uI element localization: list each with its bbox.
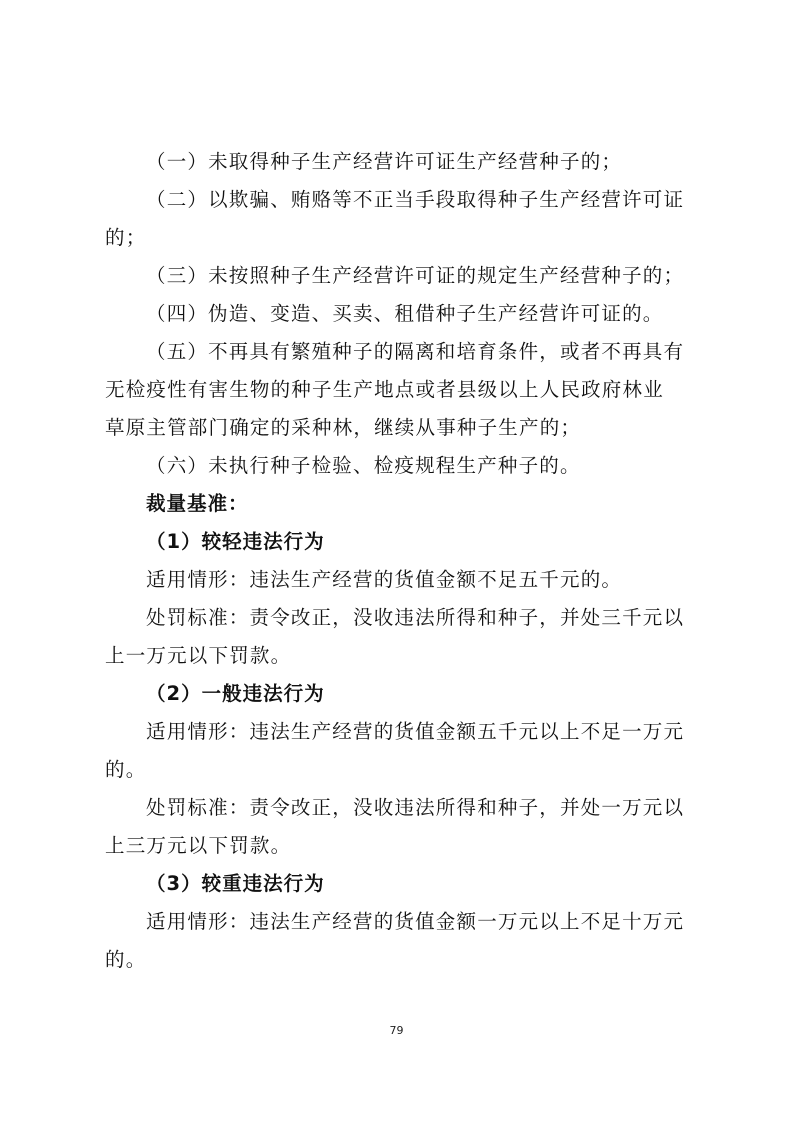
level2-heading: （2）一般违法行为 xyxy=(146,682,325,705)
level2-situation-continued: 的。 xyxy=(105,758,147,781)
paragraph-item-2-continued: 的； xyxy=(105,226,147,249)
paragraph-item-5: （五）不再具有繁殖种子的隔离和培育条件，或者不再具有 xyxy=(146,340,685,363)
paragraph-item-2: （二）以欺骗、贿赂等不正当手段取得种子生产经营许可证 xyxy=(146,188,685,211)
level2-penalty: 处罚标准：责令改正，没收违法所得和种子，并处一万元以 xyxy=(146,796,685,819)
level1-penalty: 处罚标准：责令改正，没收违法所得和种子，并处三千元以 xyxy=(146,606,685,629)
level3-situation-continued: 的。 xyxy=(105,948,147,971)
paragraph-item-4: （四）伪造、变造、买卖、租借种子生产经营许可证的。 xyxy=(146,302,664,325)
paragraph-item-1: （一）未取得种子生产经营许可证生产经营种子的； xyxy=(146,150,623,173)
paragraph-item-3: （三）未按照种子生产经营许可证的规定生产经营种子的； xyxy=(146,264,685,287)
standard-heading: 裁量基准： xyxy=(146,492,249,515)
paragraph-item-5-continued-2: 草原主管部门确定的采种林，继续从事种子生产的； xyxy=(105,416,582,439)
level2-situation: 适用情形：违法生产经营的货值金额五千元以上不足一万元 xyxy=(146,720,685,743)
paragraph-item-5-continued-1: 无检疫性有害生物的种子生产地点或者县级以上人民政府林业 xyxy=(105,378,664,401)
level3-situation: 适用情形：违法生产经营的货值金额一万元以上不足十万元 xyxy=(146,910,685,933)
page-number: 79 xyxy=(389,1024,404,1037)
level1-situation: 适用情形：违法生产经营的货值金额不足五千元的。 xyxy=(146,568,623,591)
level2-penalty-continued: 上三万元以下罚款。 xyxy=(105,834,292,857)
level1-penalty-continued: 上一万元以下罚款。 xyxy=(105,644,292,667)
level1-heading: （1）较轻违法行为 xyxy=(146,530,325,553)
level3-heading: （3）较重违法行为 xyxy=(146,872,325,895)
paragraph-item-6: （六）未执行种子检验、检疫规程生产种子的。 xyxy=(146,454,581,477)
